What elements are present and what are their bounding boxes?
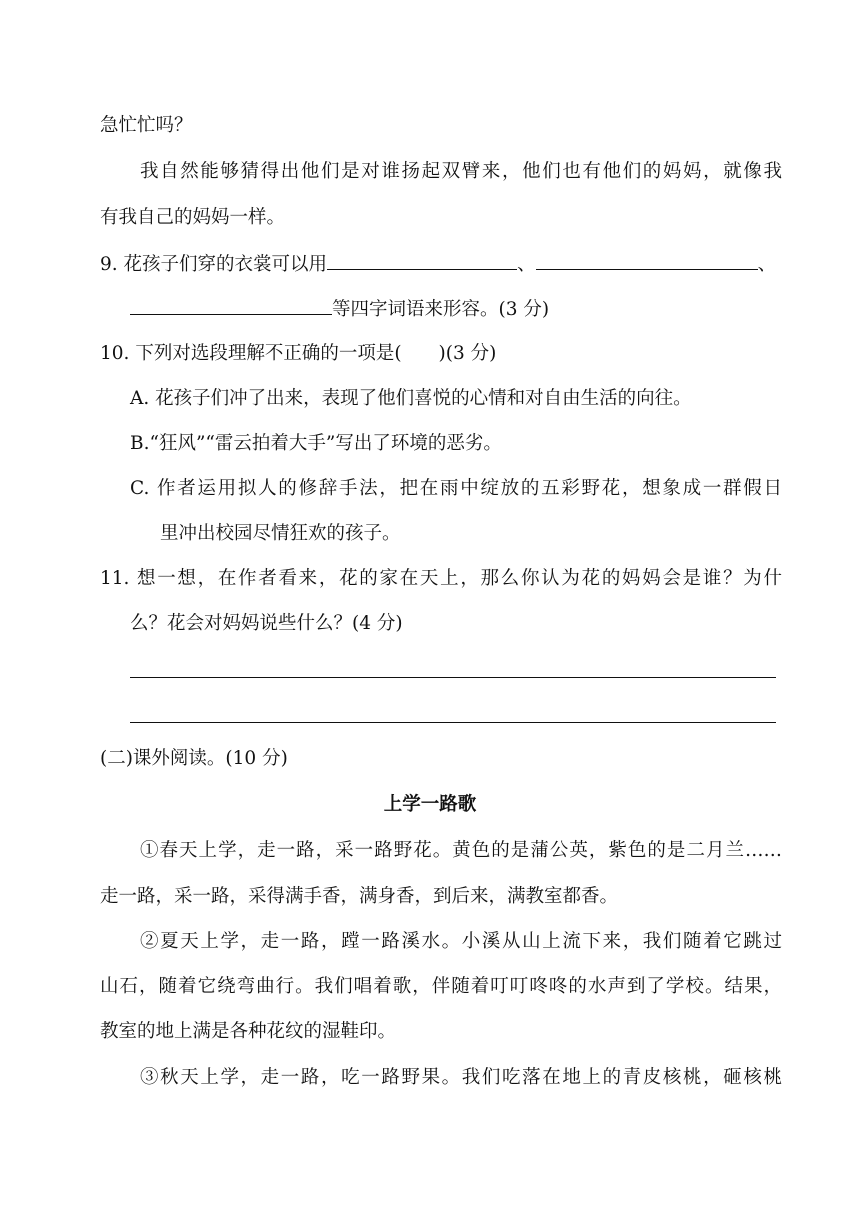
option-b[interactable] — [130, 431, 502, 457]
option-a[interactable] — [130, 386, 692, 412]
passage-line: 我自然能够猜得出他们是对谁扬起双臂来，他们也有他们的妈妈，就像我 — [140, 161, 782, 182]
answer-blank[interactable] — [327, 251, 517, 270]
question-11 — [100, 566, 782, 592]
option-c[interactable] — [130, 476, 782, 502]
article-paragraph-line: 走一路，采一路，采得满手香，满身香，到后来，满教室都香。 — [100, 886, 619, 907]
option-text: 作者运用拟人的修辞手法，把在雨中绽放的五彩野花，想象成一群假日 — [157, 478, 782, 499]
option-label: C. — [130, 478, 150, 499]
answer-blank[interactable] — [130, 296, 332, 315]
separator: 、 — [757, 254, 777, 275]
option-label: A. — [130, 388, 150, 409]
article-paragraph-line: ①春天上学，走一路，采一路野花。黄色的是蒲公英，紫色的是二月兰…… — [140, 840, 782, 861]
article-paragraph-line: ②夏天上学，走一路，蹚一路溪水。小溪从山上流下来，我们随着它跳过 — [140, 931, 782, 952]
answer-line[interactable] — [130, 677, 776, 678]
question-number: 11. — [100, 568, 130, 589]
question-9 — [100, 251, 776, 278]
option-text: “狂风”“雷云拍着大手”写出了环境的恶劣。 — [149, 433, 502, 454]
passage-line: 急忙忙吗？ — [100, 115, 193, 136]
article-paragraph-line: ③秋天上学，走一路，吃一路野果。我们吃落在地上的青皮核桃，砸核桃 — [140, 1067, 782, 1088]
option-label: B. — [130, 433, 150, 454]
option-text: 花孩子们冲了出来，表现了他们喜悦的心情和对自由生活的向往。 — [155, 388, 692, 409]
passage-line: 有我自己的妈妈一样。 — [100, 207, 286, 228]
answer-blank[interactable] — [536, 251, 758, 270]
separator: 、 — [517, 254, 536, 275]
question-11-continuation: 么？花会对妈妈说些什么？(4 分) — [130, 613, 403, 634]
question-number: 9. — [100, 254, 118, 275]
article-title: 上学一路歌 — [383, 794, 477, 815]
question-10 — [100, 341, 496, 367]
article-paragraph-line: 教室的地上满是各种花纹的湿鞋印。 — [100, 1021, 397, 1042]
answer-line[interactable] — [130, 722, 776, 723]
question-9-continuation — [130, 296, 549, 323]
question-text: 花孩子们穿的衣裳可以用 — [123, 254, 328, 275]
question-number: 10. — [100, 343, 130, 364]
section-heading: (二)课外阅读。(10 分) — [100, 748, 288, 769]
article-paragraph-line: 山石，随着它绕弯曲行。我们唱着歌，伴随着叮叮咚咚的水声到了学校。结果， — [100, 976, 782, 997]
question-text: 下列对选段理解不正确的一项是( )(3 分) — [135, 343, 497, 364]
question-text: 等四字词语来形容。(3 分) — [332, 299, 550, 320]
question-text: 想一想，在作者看来，花的家在天上，那么你认为花的妈妈会是谁？为什 — [137, 568, 782, 589]
option-c-continuation: 里冲出校园尽情狂欢的孩子。 — [160, 523, 401, 544]
